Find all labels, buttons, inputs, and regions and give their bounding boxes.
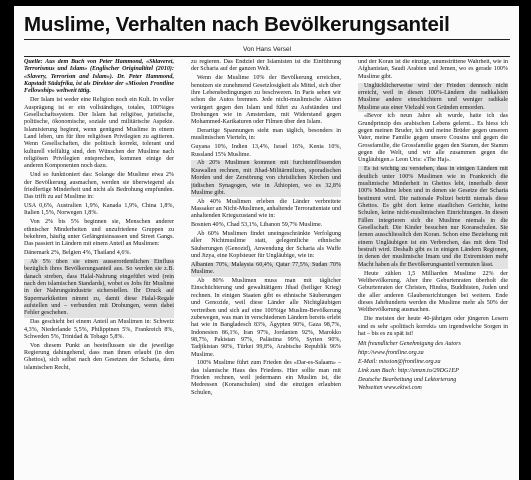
country-list: Dänemark 2%, Belgien 4%, Thailand 4,6%. [24,250,132,257]
country-list: Guyana 10%, Indien 13,4%, Israel 16%, Kenia 10%, Russland 15% Muslime. [191,144,341,158]
paragraph-highlighted: Ab 20% Muslimen kommen mit furchteinflössenden Krawallen rechnen, mit Jihad-Militärmilizen, sporadischen Morden und der Zerstörung von christlichen Kirchen und jüdischen Synagogen, wie in Äthiopien, wo es 32,8% Muslime gibt. [191,160,341,196]
book-link[interactable]: Link zum Buch: http://amzn.to/29DG1EP [358,367,459,374]
website-link[interactable]: http://www.frontline.org.za [358,350,424,357]
paragraph: Ab 80% Muslimen muss man mit täglicher Einschüchterung und gewalttätigem Jihad (heiliger Krieg) rechnen. In einigen Staaten gibt es ethnische Säuberungen und Genozide, weil diese Länder alle Nichtgläubigen vertreiben und sich auf eine 100%ige Muslim-Bevölkerung zubewegen, was man in verschiedenen Ländern bereits erlebt hat wie in Bangladesch 83%, Ägypten 90%, Gaza 98,7%, Indonesien 86,1%, Iran 97%, Jordanien 92%, Marokko 98,7%, Pakistan 97%, Palästina 99%, Syrien 90%, Tadjikistan 90%, Türkei 99,8%, Arabische Republik 96% Muslime. [191,278,341,358]
paragraph: Heute zählen 1,5 Milliarden Muslime 22% der Weltbevölkerung. Aber ihre Geburtenraten überholt die Geburtenraten der Christen, Hindus, Buddhisten, Juden und die aller anderen Glaubensrichtungen bei weitem. Ende dieses Jahrhunderts werden die Muslime mehr als 50% der Weltbevölkerung ausmachen. [358,270,508,314]
paragraph: und der Koran ist die einzige, unumstrittene Wahrheit, wie in Afghanistan, Saudi Arabien und Jemen, wo es gerade 100% Muslime gibt. [358,59,508,80]
paragraph: Wenn die Muslime 10% der Bevölkerung erreichen, benutzen sie zunehmend Gesetzlosigkeit als Mittel, sich über ihre Lebensbedingungen zu beschweren. In Paris sehen wir schon die Autos brennen. Jede nicht-muslimische Aktion verärgert gegen den Islam und führt zu Aufständen und Drohungen wie in Amsterdam, mit Widerstand gegen Mohammed-Karikaturen oder Filmen über den Islam. [191,75,341,126]
article-column-1 [24,59,174,476]
paragraph: 100% Muslime führt zum Frieden des «Dar-es-Salaam» – das islamische Haus des Friedens. Hier sollte man mit Frieden rechnen, weil jedermann ein Muslim ist, die Medressen (Koranschulen) sind die einzigen erlaubten Schulen, [191,360,341,396]
credit-line: Webseiten www.ekiwi.com [358,385,422,392]
email-link[interactable]: E-Mail: mission@frontline.org.za [358,358,441,365]
paragraph: Die meisten der heute 40-jährigen oder jüngeren Lesern sind es sehr «politisch korrekt» um irgendwelche Sorgen in hat – bis es zu spät ist! [358,316,508,337]
byline-rule [24,56,510,57]
article-byline: Von Hans Versel [242,46,292,53]
paragraph: Ab 40% Muslimen erleben die Länder verbreitete Massaker an Nicht-Muslimen, anhaltende Terrorattentate und anhaltenden Kriegszustand wie in: [191,198,341,220]
source-note: Quelle: Aus dem Buch von Peter Hammond, «Sklaverei, Terrorismus und Islam» (Englischer Originaltitel (2010): «Slavery, Terrorism and Islam»). Dr. Peter Hammond, Kapstadt Südafrika, ist als Direktor der «Mission Frontline Fellowship» weltweit tätig. [24,59,174,95]
paragraph-highlighted: Ab 5% üben sie einen ausserordentlichen Einfluss bezüglich ihres Bevölkerungsanteil aus. So werden sie z.B. danach streben, dass Halal-Nahrung eingeführt wird (rein nach den islamischen Standards), wobei es Jobs für Muslime in der Nahrungsindustrie sicherstellen. Ihr Druck auf Supermarktketten nimmt zu, damit diese Halal-Regale aufstellen und – verbunden mit Drohungen, wenn dabei Fehler geschehen. [24,258,174,317]
paragraph: zu regieren. Das Endziel der Islamisten ist die Einführung der Scharia auf der ganzen Welt. [191,59,341,73]
country-list: Bosnien 40%, Chad 53,1%, Libanon 59,7% Muslime. [191,222,323,229]
paragraph: Von 2% bis 5% beginnen sie, Menschen anderer ethnischer Minderheiten und unzufriedene Gruppen zu bekehren, häufig unter Gefängnisinsassen und Street Gangs. Das passiert in Ländern mit einem Anteil an Muslimen: [24,219,174,248]
paragraph: Ab 60% Muslimen findet uneingeschränkte Verfolgung aller Nichtmuslime statt, gelegentliche ethnische Säuberungen (Genozid), Anwendung der Scharia als Waffe und Jizya, eine Kopfsteuer für Ungläubige, wie in: [191,231,341,260]
article-title: Muslime, Verhalten nach Bevölkerungsanteil [24,13,450,36]
article-column-2 [191,59,341,476]
paragraph: Von diesem Punkt an beeinflussen sie die jeweilige Regierung dahingehend, dass man ihnen erlaubt (in den Ghettos), sich selbst nach den Gesetzen der Scharia, dem islamischen Recht, [24,342,174,371]
country-list: USA 0,6%, Australien 1,9%, Kanada 1,9%, China 1,8%, Italien 1,5%, Norwegen 1,8%. [24,203,174,217]
paragraph: Der Islam ist weder eine Religion noch ein Kult. In voller Ausprägung ist er ein vollständiges, totales, 100%iges Gesellschaftssystem. Der Islam hat religiöse, juristische, politische, ökonomische, soziale und militärische Aspekte. Islamisierung beginnt, wenn genügend Muslime in einem Land leben, um für ihre religiösen Privilegien zu agitieren. Wenn Gesellschaften, die politisch korrekt, tolerant und kulturell vielfältig sind, den Wünschen der Muslime nach religiösen Privilegien entsprechen, kommen einige der anderen Komponenten noch dazu. [24,97,174,170]
article-page [14,6,519,480]
title-rule [24,39,510,40]
paragraph: Das geschieht bei einem Anteil an Muslimen in: Schweiz 4,3%, Niederlande 5,5%, Philippinen 5%, Frankreich 8%, Schweden 5%, Trinidad & Tobago 5,8%. [24,319,174,340]
credit-line: Deutsche Bearbeitung und Lektorierung [358,376,457,383]
paragraph: Derartige Spannungen sieht man täglich, besonders in muslimischen Vierteln, in: [191,128,341,142]
permission-note: Mit freundlicher Genehmigung des Autors [358,341,461,348]
quote-paragraph: «Bevor ich neun Jahre alt wurde, hatte ich das Grundprinzip des arabischen Lebens gelernt... Es hiess ich gegen meinen Bruder, ich und meine Brüder gegen unseren Vater, meine Familie gegen unsere Cousins und gegen die Grossfamilie, die Grossfamilie gegen den Stamm, der Stamm gegen die Welt, und wir alle zusammen gegen die Ungläubigen.» Leon Uris: «The Haj». [358,113,508,164]
paragraph: Und so funktioniert das: Solange die Muslime etwa 2% der Bevölkerung ausmachen, werden sie überwiegend als friedfertige Minderheit und nicht als Bedrohung empfunden. Das trifft zu auf Muslime in: [24,172,174,201]
paragraph-highlighted: Unglücklicherweise wird der Frieden dennoch nicht erreicht, weil in diesen 100%-Ländern die radikalsten Muslime andere einschüchtern und weniger radikale Muslime aus einer Vielzahl von Gründen ermorden. [358,82,508,111]
paragraph-highlighted: Es ist wichtig zu verstehen, dass in einigen Ländern mit deutlich unter 100% Muslimen wie in Frankreich die muslimische Minderheit in Ghettos lebt, innerhalb derer 100% Muslime leben und in denen sie Gesetze der Scharia bestimmt wird. Die nationale Polizei betritt niemals diese Ghettos. Es gibt dort keine staatlichen Gerichte, keine Schulen, keine nicht-muslimischen Einrichtungen. In diesen Fällen integrieren sich die Muslime niemals in die Gesellschaft. Die Kinder besuchen nur Koranschulen. Sie lernen ausschliesslich den Koran. Schon eine Beziehung mit einem Ungläubigen ist ein Verbrechen, das mit dem Tod bestraft wird. Deshalb gibt es in einigen Ländern Regionen, in denen der muslimische Imam und die Extremisten mehr Macht haben als ihr Bevölkerungsanteil vermuten lässt. [358,166,508,268]
article-column-3 [358,59,508,476]
country-list-highlighted: Albanien 70%, Malaysia 60,4%, Qatar 77,5%, Sudan 70% Muslime. [191,261,341,276]
